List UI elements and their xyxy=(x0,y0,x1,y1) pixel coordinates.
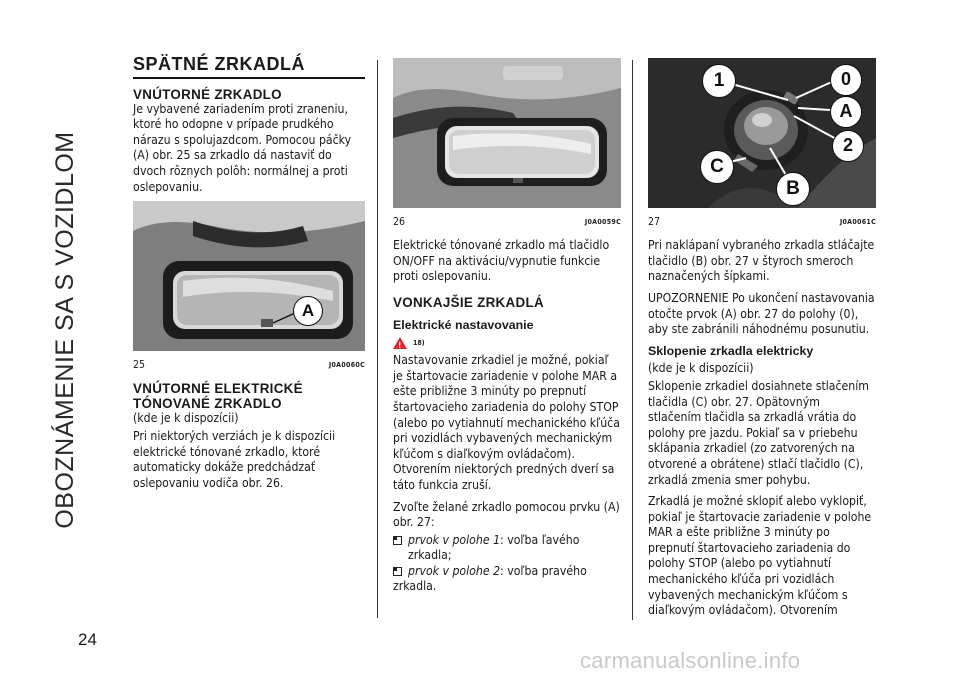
paragraph-availability-1: (kde je k dispozícii) xyxy=(133,411,239,426)
figure-26-image xyxy=(393,58,621,208)
column-2 xyxy=(393,58,621,595)
figure-27-label-0: 0 xyxy=(830,64,862,96)
warning-reference xyxy=(393,336,621,352)
figure-25 xyxy=(133,201,365,373)
column-1 xyxy=(133,54,365,497)
paragraph-folding: Sklopenie zrkadiel dosiahnete stlačením tlačidla (C) obr. 27. Opätovným stlačením tlačidla sa zrkadlá vrátia do polohy pre jazdu. Pokiaľ sa v priebehu sklápania zrkadiel (zo zatvorených na otvorené a obrátene) stlačí tlačidlo (C), zrkadlá zmenia smer pohybu. xyxy=(648,378,869,487)
subheading-electric-folding: Sklopenie zrkadla elektricky xyxy=(648,343,814,358)
column-divider-2 xyxy=(632,60,633,620)
figure-27-label-1: 1 xyxy=(702,64,736,98)
figure-26-caption xyxy=(393,215,621,231)
figure-25-code: J0A0060C xyxy=(328,360,365,369)
paragraph-electrochromic: Pri niektorých verziách je k dispozícii elektrické tónované zrkadlo, ktoré automaticky dokáže predchádzať oslepovaniu vodiča obr. 26. xyxy=(133,428,336,490)
figure-25-image xyxy=(133,201,365,351)
figure-26-code: J0A0059C xyxy=(584,217,621,226)
bullet-right-position: prvok v polohe 2 xyxy=(408,563,501,578)
figure-25-label-a: A xyxy=(293,296,323,326)
heading-exterior-mirrors: VONKAJŠIE ZRKADLÁ xyxy=(393,294,544,310)
bullet-left-text: : voľba ľavého zrkadla; xyxy=(408,532,580,563)
heading-electrochromic-mirror: VNÚTORNÉ ELEKTRICKÉ TÓNOVANÉ ZRKADLO xyxy=(133,381,303,412)
figure-27-label-b: B xyxy=(776,172,810,206)
subheading-electric-adjustment: Elektrické nastavovanie xyxy=(393,317,534,332)
figure-25-number: 25 xyxy=(133,358,146,371)
paragraph-select-mirror: Zvoľte želané zrkadlo pomocou prvku (A) obr. 27: xyxy=(393,499,620,530)
figure-27-caption xyxy=(648,215,876,231)
figure-26 xyxy=(393,58,621,230)
watermark-text: carmanualsonline.info xyxy=(580,648,801,673)
figure-27-code: J0A0061C xyxy=(839,217,876,226)
paragraph-folding-conditions: Zrkadlá je možné sklopiť alebo vyklopiť, pokiaľ je štartovacie zariadenie v polohe MAR a ešte približne 3 minúty po prepnutí štartovacieho zariadenia do polohy STOP (alebo po vytiahnutí mechanického kľúča pri vozidlách vybavených mechanickým kľúčom s diaľkovým ovládačom). Otvorením xyxy=(648,494,872,618)
bullet-right-text: : voľba pravého xyxy=(500,563,587,578)
figure-27-label-a: A xyxy=(830,96,862,128)
warning-triangle-icon xyxy=(393,337,407,349)
bullet-left-position: prvok v polohe 1 xyxy=(408,532,501,547)
paragraph-warning-note: UPOZORNENIE Po ukončení nastavovania otočte prvok (A) obr. 27 do polohy (0), aby ste zabránili náhodnému posunutiu. xyxy=(648,290,875,337)
heading-rule xyxy=(133,77,365,79)
paragraph-interior-mirror: Je vybavené zariadením proti zraneniu, ktoré ho odopne v prípade prudkého nárazu s spolujazdcom. Pomocou páčky (A) obr. 25 sa zrkadlo dá nastaviť do dvoch rôznych polôh: normálnej a proti oslepovaniu. xyxy=(133,101,352,194)
side-section-title: OBOZNÁMENIE SA S VOZIDLOM xyxy=(51,131,79,529)
bullet-square-icon xyxy=(393,536,402,545)
paragraph-tilt-mirror: Pri naklápaní vybraného zrkadla stláčajte tlačidlo (B) obr. 27 v štyroch smeroch naznačených šípkami. xyxy=(648,238,875,284)
figure-27-label-c: C xyxy=(700,150,734,184)
figure-26-number: 26 xyxy=(393,215,406,228)
paragraph-availability-2: (kde je k dispozícii) xyxy=(648,361,754,376)
bullet-left-mirror xyxy=(393,533,621,564)
figure-27-number: 27 xyxy=(648,215,661,228)
bullet-square-icon xyxy=(393,567,402,576)
figure-27-label-2: 2 xyxy=(832,130,864,162)
main-heading: SPÄTNÉ ZRKADLÁ xyxy=(133,54,305,74)
figure-27 xyxy=(648,58,876,230)
paragraph-adjustment-conditions: Nastavovanie zrkadiel je možné, pokiaľ je štartovacie zariadenie v polohe MAR a ešte približne 3 minúty po prepnutí štartovacieho zariadenia do polohy STOP (alebo po vytiahnutí mechanického kľúča pri vozidlách vybavených mechanickým kľúčom s diaľkovým ovládačom). Otvorením niektorých predných dverí sa táto funkcia zruší. xyxy=(393,353,620,492)
page-number: 24 xyxy=(78,630,97,649)
bullet-right-mirror xyxy=(393,564,621,580)
paragraph-onoff-button: Elektrické tónované zrkadlo má tlačidlo ON/OFF na aktiváciu/vypnutie funkcie proti oslepovaniu. xyxy=(393,238,610,284)
bullet-right-continuation: zrkadla. xyxy=(393,579,437,594)
column-divider-1 xyxy=(377,60,378,618)
heading-interior-mirror: VNÚTORNÉ ZRKADLO xyxy=(133,86,282,102)
column-3 xyxy=(648,58,876,625)
warning-ref-number: 18) xyxy=(413,338,425,347)
figure-25-caption xyxy=(133,358,365,374)
